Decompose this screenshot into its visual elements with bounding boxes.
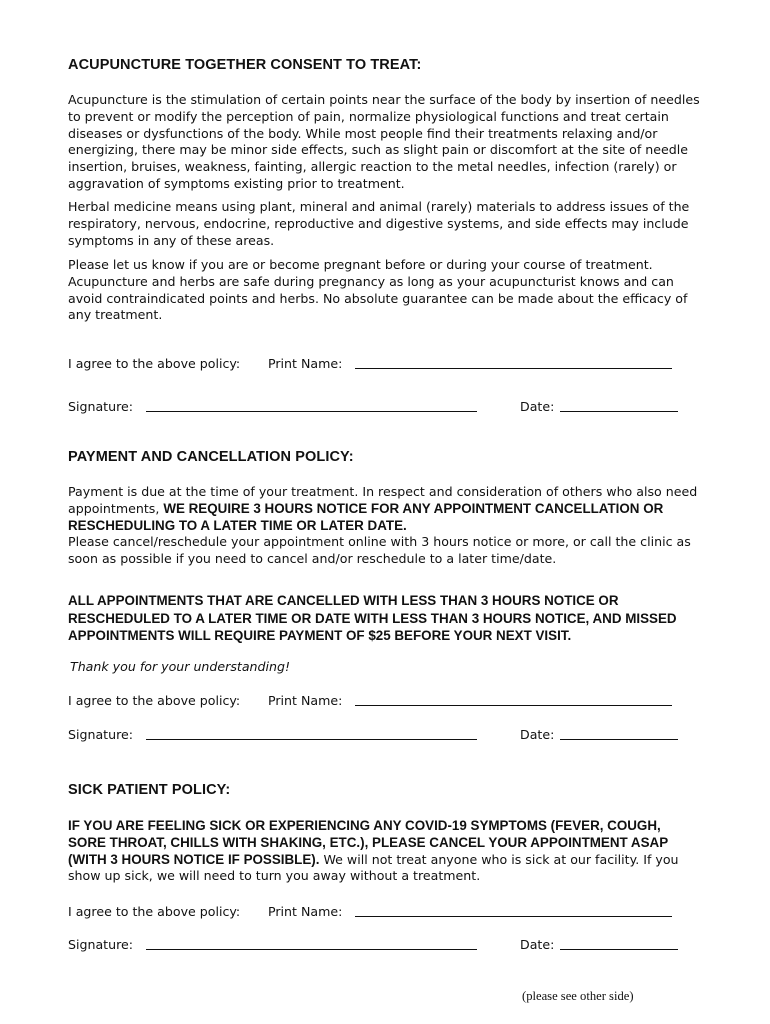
agree-label: I agree to the above policy: — [68, 356, 241, 371]
signature-field[interactable] — [146, 949, 477, 950]
agree-label: I agree to the above policy: — [68, 693, 241, 708]
consent-paragraph-2: Herbal medicine means using plant, mineral and animal (rarely) materials to address issues of the respiratory, nervous, endocrine, reproductive and digestive systems, and side effects may include symptoms in any of these areas. — [68, 199, 690, 248]
sick-paragraph — [68, 818, 702, 885]
agree-row-1 — [68, 355, 702, 373]
signature-row-2 — [68, 726, 702, 744]
payment-paragraph-1 — [68, 484, 702, 568]
date-field[interactable] — [560, 739, 678, 740]
print-name-label: Print Name: — [268, 693, 343, 708]
print-name-label: Print Name: — [268, 904, 343, 919]
sick-heading: SICK PATIENT POLICY: — [68, 782, 231, 798]
signature-field[interactable] — [146, 739, 477, 740]
agree-row-3 — [68, 903, 702, 921]
payment-fee-notice: ALL APPOINTMENTS THAT ARE CANCELLED WITH LESS THAN 3 HOURS NOTICE OR RESCHEDULED TO A LATER TIME OR DATE WITH LESS THAN 3 HOURS NOTICE, AND MISSED APPOINTMENTS WILL REQUIRE PAYMENT OF $25 BEFORE YOUR NEXT VISIT. — [68, 593, 677, 643]
date-label: Date: — [520, 727, 555, 742]
signature-label: Signature: — [68, 937, 133, 952]
payment-notice-bold: WE REQUIRE 3 HOURS NOTICE FOR ANY APPOINTMENT CANCELLATION OR RESCHEDULING TO A LATER TIME OR LATER DATE. — [68, 500, 664, 533]
payment-heading: PAYMENT AND CANCELLATION POLICY: — [68, 449, 354, 465]
agree-label: I agree to the above policy: — [68, 904, 241, 919]
see-other-side-note: (please see other side) — [522, 989, 634, 1003]
payment-lead-text: Payment is due at the time of your treatment. In respect and consideration of others who also need appointments, — [68, 484, 698, 516]
date-label: Date: — [520, 937, 555, 952]
signature-row-1 — [68, 398, 702, 416]
signature-row-3 — [68, 936, 702, 954]
sick-tail-text: We will not treat anyone who is sick at our facility. If you show up sick, we will need to turn you away without a treatment. — [68, 851, 679, 884]
signature-label: Signature: — [68, 727, 133, 742]
print-name-field[interactable] — [355, 705, 672, 706]
signature-field[interactable] — [146, 411, 477, 412]
agree-row-2 — [68, 692, 702, 710]
consent-paragraph-1: Acupuncture is the stimulation of certain points near the surface of the body by insertion of needles to prevent or modify the perception of pain, normalize physiological functions and treat certain diseases or dysfunctions of the body. While most people find their treatments relaxing and/or energizing, there may be minor side effects, such as slight pain or discomfort at the site of needle insertion, bruises, weakness, fainting, allergic reaction to the metal needles, infection (rarely) or aggravation of symptoms existing prior to treatment. — [68, 92, 700, 191]
sick-notice-bold: IF YOU ARE FEELING SICK OR EXPERIENCING ANY COVID-19 SYMPTOMS (FEVER, COUGH, SORE THROAT, CHILLS WITH SHAKING, ETC.), PLEASE CANCEL YOUR APPOINTMENT ASAP (WITH 3 HOURS NOTICE IF POSSIBLE). — [68, 818, 668, 867]
signature-label: Signature: — [68, 399, 133, 414]
print-name-field[interactable] — [355, 368, 672, 369]
date-label: Date: — [520, 399, 555, 414]
print-name-label: Print Name: — [268, 356, 343, 371]
print-name-field[interactable] — [355, 916, 672, 917]
consent-heading: ACUPUNCTURE TOGETHER CONSENT TO TREAT: — [68, 57, 422, 73]
thanks-text: Thank you for your understanding! — [70, 659, 291, 674]
date-field[interactable] — [560, 411, 678, 412]
date-field[interactable] — [560, 949, 678, 950]
consent-paragraph-3: Please let us know if you are or become pregnant before or during your course of treatment. Acupuncture and herbs are safe during pregnancy as long as your acupuncturist knows and can avoid contraindicated points and herbs. No absolute guarantee can be made about the efficacy of any treatment. — [68, 257, 688, 323]
payment-instructions: Please cancel/reschedule your appointment online with 3 hours notice or more, or call the clinic as soon as possible if you need to cancel and/or reschedule to a later time/date. — [68, 534, 691, 567]
